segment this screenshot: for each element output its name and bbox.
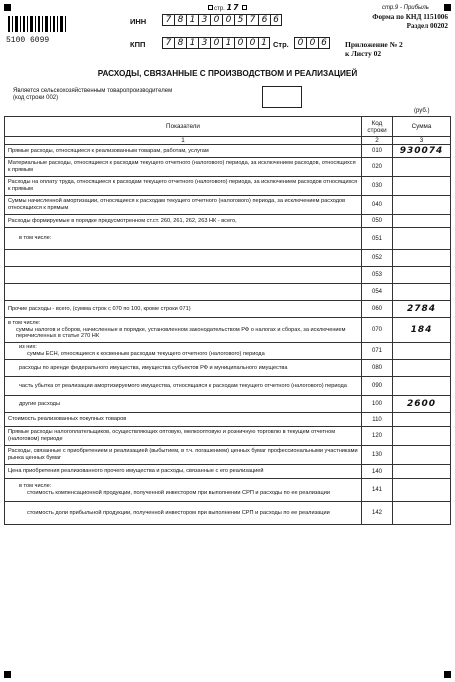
table-row [5,145,451,158]
table-row [5,196,451,215]
row-code: 090 [362,377,393,396]
digit-cell[interactable]: 0 [246,37,258,49]
kpp-label: КПП [130,40,146,49]
row-code: 053 [362,267,393,284]
row-text: Материальные расходы, относящиеся к расходам текущего отчетного (налогового) периода, за исключением расходов, относящихся к прямым [8,160,356,173]
row-text: другие расходы [19,400,60,407]
row-text: Суммы начисленной амортизации, относящиеся к расходам текущего отчетного (налогового) периода, за исключением расходов относящихся к прямым [8,198,346,211]
corner-marker [4,4,11,11]
table-row [5,215,451,228]
row-subtext: суммы ЕСН, относящиеся к косвенным расходам текущего отчетного (налогового) периода [27,351,265,357]
row-code: 130 [362,446,393,465]
digit-cell[interactable]: 0 [306,37,318,49]
table-row [5,250,451,267]
digit-cell[interactable]: 3 [198,37,210,49]
digit-cell[interactable]: 1 [186,14,198,26]
row-text: Расходы формируемые в порядке предусмотренном ст.ст. 260, 261, 262, 263 НК - всего, [8,217,237,224]
row-text: Цена приобретения реализованного прочего имущества и расходы, связанные с его реализацией [8,468,264,475]
row-indicator [5,267,362,284]
row-sum-field[interactable] [393,343,451,360]
digit-cell[interactable]: 5 [234,14,246,26]
row-text: в том числе: [19,483,52,490]
section-code: Раздел 00202 [406,22,448,30]
table-row [5,427,451,446]
table-row [5,158,451,177]
row-indicator [5,427,362,446]
digit-cell[interactable]: 1 [258,37,270,49]
row-sum-field[interactable] [393,479,451,502]
section-title: РАСХОДЫ, СВЯЗАННЫЕ С ПРОИЗВОДСТВОМ И РЕАЛИЗАЦИЕЙ [97,69,358,78]
row-sum-field[interactable] [393,228,451,250]
row-code: 051 [362,228,393,250]
table-colnum-row [5,137,451,145]
table-row [5,301,451,318]
row-indicator [5,343,362,360]
row-indicator [5,465,362,479]
row-indicator [5,215,362,228]
digit-cell[interactable]: 7 [162,37,174,49]
table-row [5,446,451,465]
row-indicator [5,250,362,267]
col-number-1: 1 [5,137,362,145]
row-sum-field[interactable]: 2784 [393,301,451,318]
row-subtext: стоимость компенсационной продукции, полученной инвестором при выполнении СРП и расходы по ее реализации [27,490,330,496]
row-code: 080 [362,360,393,377]
table-row [5,177,451,196]
row-sum-field[interactable] [393,158,451,177]
row-text: часть убытка от реализации амортизируемого имущества, относящаяся к расходам текущего отчетного (налогового) периода [19,382,347,389]
table-row [5,267,451,284]
digit-cell[interactable]: 3 [198,14,210,26]
table-header-row [5,117,451,137]
col-number-3: 3 [393,137,451,145]
table-row [5,228,451,250]
agri-label-line2: (код строки 002) [13,95,59,101]
digit-cell[interactable]: 0 [294,37,306,49]
appendix-info [345,40,403,58]
row-code: 142 [362,502,393,525]
digit-cell[interactable]: 8 [174,37,186,49]
digit-cell[interactable]: 0 [210,37,222,49]
row-sum-field[interactable] [393,502,451,525]
row-text: Прямые расходы налогоплательщиков, осуществляющих оптовую, мелкооптовую и розничную торговлю в текущем отчетном (налоговом) периоде [8,429,336,442]
row-sum-field[interactable] [393,284,451,301]
expenses-table [4,116,451,525]
row-code: 120 [362,427,393,446]
digit-cell[interactable]: 6 [258,14,270,26]
row-code: 052 [362,250,393,267]
row-code: 010 [362,145,393,158]
agri-label-line1: Является сельскохозяйственным товаропроизводителем [13,88,173,94]
table-row [5,284,451,301]
row-indicator [5,158,362,177]
appendix-line: Приложение № 2 [345,40,403,49]
row-sum-field[interactable] [393,177,451,196]
row-code: 020 [362,158,393,177]
row-code: 140 [362,465,393,479]
form-info [340,13,448,31]
table-row [5,318,451,343]
top-page-indicator: стр. 17 [208,4,247,13]
row-code: 141 [362,479,393,502]
row-indicator [5,360,362,377]
row-sum-field[interactable] [393,215,451,228]
row-code: 060 [362,301,393,318]
barcode [6,16,68,45]
col-code-header: Код строки [362,117,393,137]
table-row [5,360,451,377]
row-sum-field[interactable] [393,196,451,215]
corner-marker [444,671,451,678]
col-number-2: 2 [362,137,393,145]
table-row [5,413,451,427]
row-subtext: суммы налогов и сборов, начисленные в порядке, установленном законодательством РФ о налогах и сборах, за исключением перечисленных в статье 270 НК [16,326,346,340]
digit-cell[interactable]: 6 [318,37,330,49]
row-sum-field[interactable] [393,267,451,284]
row-indicator [5,177,362,196]
row-sum-field[interactable] [393,250,451,267]
row-sum-field[interactable] [393,413,451,427]
row-text: Расходы на оплату труда, относящиеся к расходам текущего отчетного (налогового) периода, за исключением расходов относящихся к прямым [8,179,358,192]
row-code: 100 [362,396,393,413]
digit-cell[interactable]: 0 [222,14,234,26]
col-sum-header: Сумма [393,117,451,137]
row-sum-field[interactable]: 184 [393,318,451,343]
row-code: 071 [362,343,393,360]
row-text: в том числе: [8,320,41,327]
row-indicator [5,301,362,318]
row-text: Стоимость реализованных покупных товаров [8,416,127,423]
corner-marker [4,671,11,678]
row-indicator [5,413,362,427]
row-text: стоимость доли прибыльной продукции, полученной инвестором при выполнении СРП и расходы по ее реализации [27,509,330,516]
row-sum-field[interactable] [393,465,451,479]
row-indicator [5,446,362,465]
page-cells [294,37,330,49]
row-indicator [5,318,362,343]
row-text: Прямые расходы, относящиеся к реализованным товарам, работам, услугам [8,147,209,154]
row-indicator [5,377,362,396]
agri-label [13,88,172,102]
digit-cell[interactable]: 1 [186,37,198,49]
unit-label: (руб.) [414,108,430,114]
row-text: расходы по аренде федерального имущества, имущества субъектов РФ и муниципального имущества [19,364,288,371]
page-corner-label: стр.9 - Прибыль [382,5,429,11]
table-row [5,343,451,360]
row-text: Прочие расходы - всего, (сумма строк с 070 по 100, кроме строки 071) [8,305,191,312]
row-code: 054 [362,284,393,301]
row-text: в том числе: [19,235,52,242]
row-indicator [5,502,362,525]
page-label: Стр. [273,40,289,49]
row-sum-field[interactable] [393,377,451,396]
row-indicator [5,228,362,250]
table-row [5,479,451,502]
row-text: Расходы, связанные с приобретением и реализацией (выбытием, в т.ч. погашением) ценных бумаг профессиональными участниками рынка ценных бумаг [8,448,358,461]
kpp-cells [162,37,270,49]
digit-cell[interactable]: 7 [162,14,174,26]
row-code: 050 [362,215,393,228]
row-indicator [5,145,362,158]
row-code: 040 [362,196,393,215]
digit-cell[interactable]: 0 [234,37,246,49]
row-indicator [5,396,362,413]
row-code: 110 [362,413,393,427]
row-sum-field[interactable] [393,427,451,446]
digit-cell[interactable]: 8 [174,14,186,26]
digit-cell[interactable]: 7 [246,14,258,26]
row-indicator [5,196,362,215]
row-text: из них: [19,344,37,351]
row-sum-field[interactable] [393,446,451,465]
row-sum-field[interactable] [393,360,451,377]
row-code: 070 [362,318,393,343]
inn-label: ИНН [130,17,147,26]
digit-cell[interactable]: 6 [270,14,282,26]
table-row [5,396,451,413]
sheet-line: к Листу 02 [345,49,382,58]
table-row [5,502,451,525]
barcode-number: 5100 6099 [6,36,50,45]
table-row [5,465,451,479]
digit-cell[interactable]: 0 [210,14,222,26]
inn-cells [162,14,282,26]
row-indicator [5,284,362,301]
digit-cell[interactable]: 1 [222,37,234,49]
form-code: Форма по КНД 1151006 [372,13,448,21]
col-indicator-header: Показатели [5,117,362,137]
row-indicator [5,479,362,502]
row-sum-field[interactable]: 930074 [393,145,451,158]
corner-marker [444,4,451,11]
table-row [5,377,451,396]
row-sum-field[interactable]: 2600 [393,396,451,413]
row-code: 030 [362,177,393,196]
agri-code-field[interactable] [262,86,302,108]
